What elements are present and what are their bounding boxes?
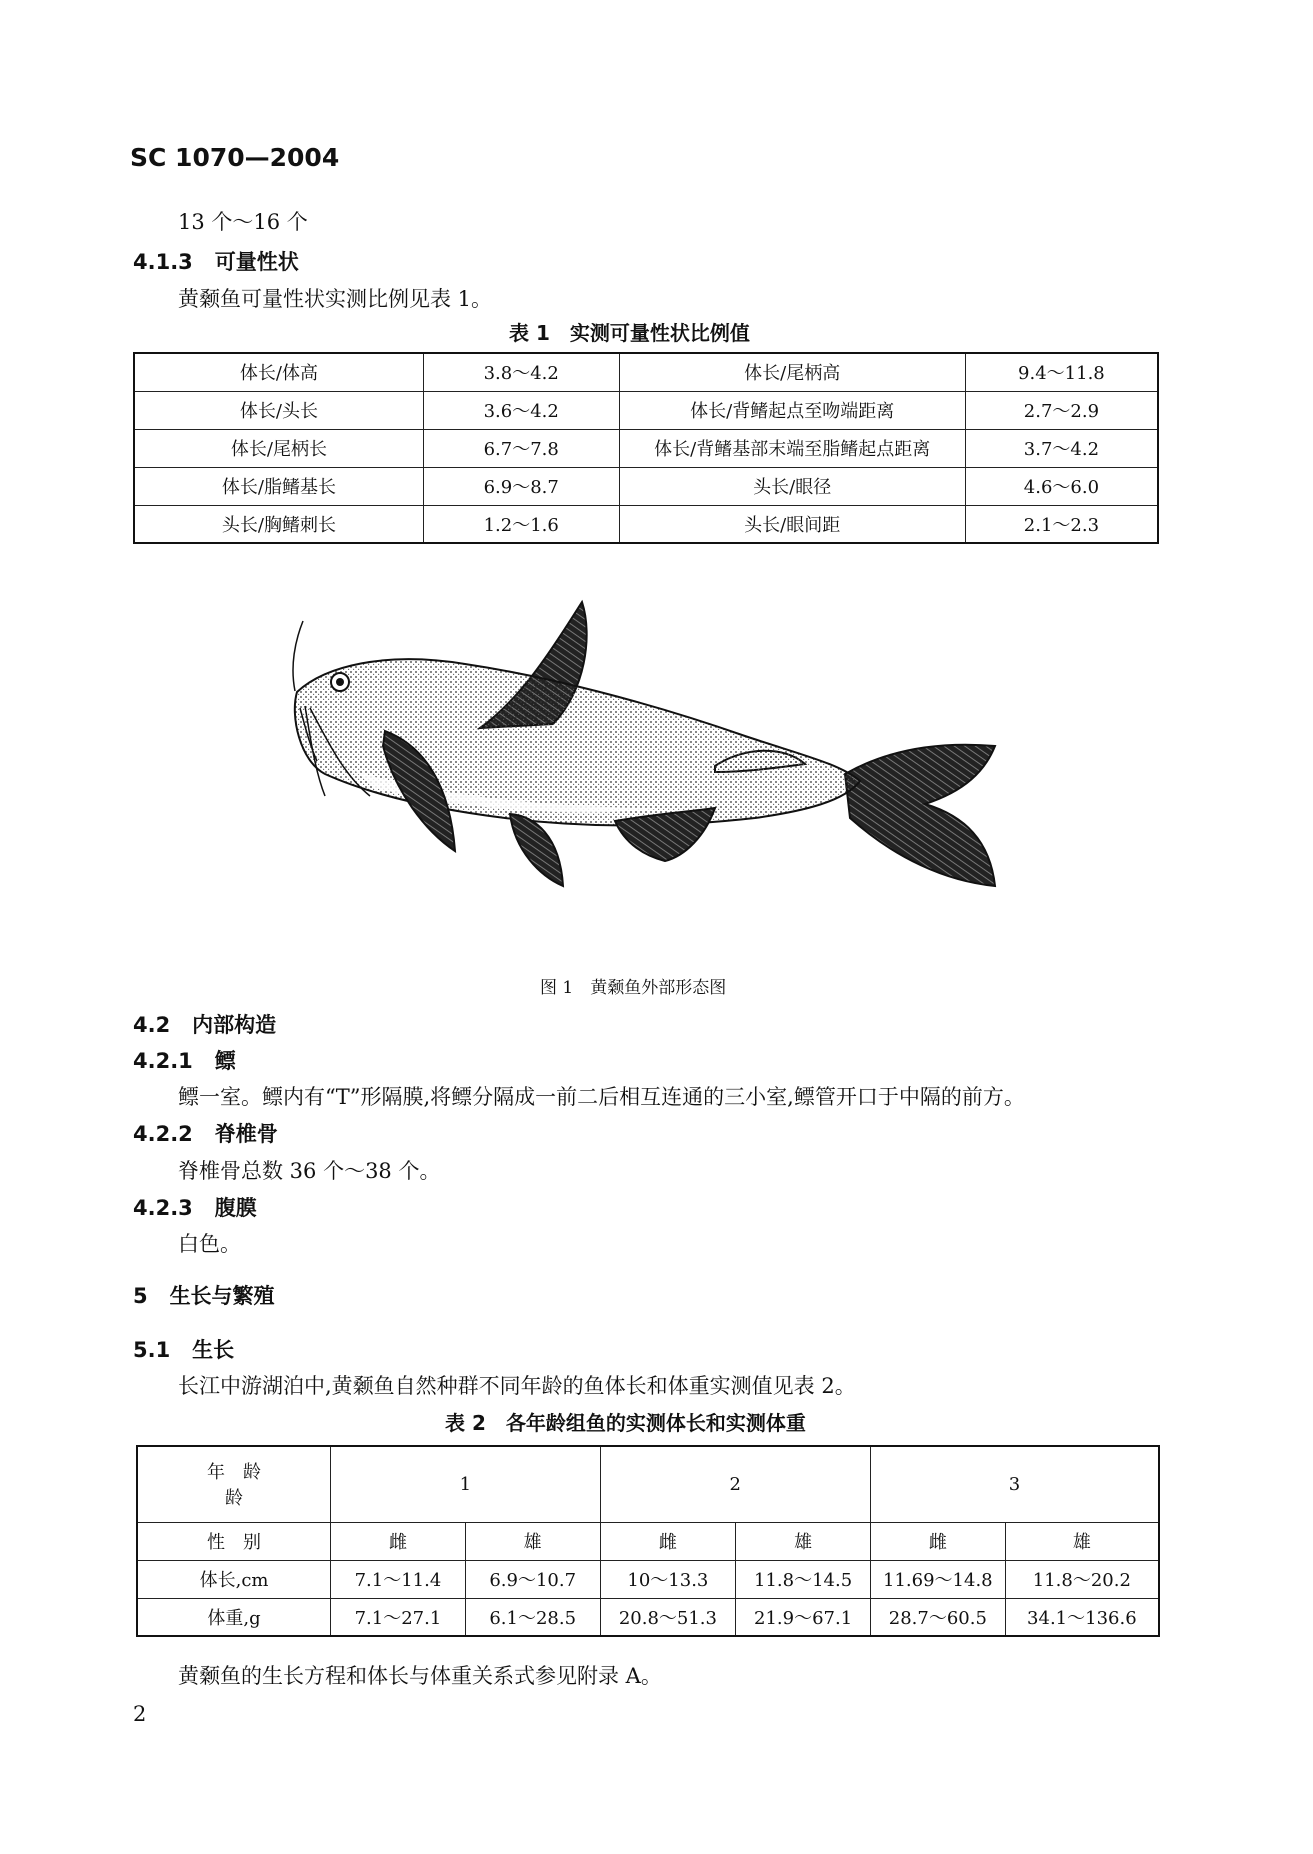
section-title: 腹膜 [214,1196,257,1220]
table2-cell: 28.7～60.5 [870,1598,1005,1636]
section-number: 5.1 [133,1338,171,1362]
table2-row-label: 体重,g [137,1598,331,1636]
section-number: 4.2 [133,1013,171,1037]
table2-row-label: 体长,cm [137,1560,331,1598]
table2-age-1: 1 [331,1446,600,1522]
table1 [133,352,1159,544]
table1-ratio-label: 体长/尾柄高 [619,353,965,391]
continuation-line: 13 个～16 个 [178,210,308,234]
table2-cell: 11.8～20.2 [1005,1560,1159,1598]
table2-sex-row [137,1522,1159,1560]
table1-row [134,467,1158,505]
table2 [136,1445,1160,1637]
table2-cell: 11.69～14.8 [870,1560,1005,1598]
table2-cell: 11.8～14.5 [736,1560,871,1598]
table2-row-label: 性 别 [137,1522,331,1560]
table1-ratio-value: 9.4～11.8 [965,353,1158,391]
section-4-2-2-heading [133,1118,278,1148]
table1-ratio-value: 6.7～7.8 [423,429,619,467]
section-4-2-2-text: 脊椎骨总数 36 个～38 个。 [178,1159,441,1183]
section-5-1-text: 长江中游湖泊中,黄颡鱼自然种群不同年龄的鱼体长和体重实测值见表 2。 [178,1374,856,1398]
section-number: 4.2.3 [133,1196,193,1220]
table1-ratio-label: 体长/背鳍起点至吻端距离 [619,391,965,429]
table1-caption: 表 1 实测可量性状比例值 [509,321,750,345]
section-number: 4.2.2 [133,1122,193,1146]
table1-ratio-label: 头长/胸鳍刺长 [134,505,423,543]
table1-ratio-label: 体长/头长 [134,391,423,429]
table1-ratio-value: 2.1～2.3 [965,505,1158,543]
page-number: 2 [133,1702,147,1726]
table1-ratio-label: 体长/背鳍基部末端至脂鳍起点距离 [619,429,965,467]
table2-cell: 10～13.3 [600,1560,736,1598]
table1-ratio-label: 体长/体高 [134,353,423,391]
table1-ratio-value: 1.2～1.6 [423,505,619,543]
table2-cell: 20.8～51.3 [600,1598,736,1636]
table1-row [134,429,1158,467]
table1-ratio-value: 2.7～2.9 [965,391,1158,429]
table2-corner-top: 年 龄 [207,1462,262,1484]
table2-cell: 7.1～11.4 [331,1560,466,1598]
table2-cell: 雄 [736,1522,871,1560]
section-number: 4.2.1 [133,1049,193,1073]
table1-ratio-value: 3.7～4.2 [965,429,1158,467]
table2-cell: 34.1～136.6 [1005,1598,1159,1636]
section-title: 生长 [192,1338,235,1362]
section-4-1-3-text: 黄颡鱼可量性状实测比例见表 1。 [178,287,493,311]
section-title: 生长与繁殖 [169,1284,275,1308]
section-4-2-3-heading [133,1192,257,1222]
table1-ratio-value: 4.6～6.0 [965,467,1158,505]
section-4-1-3-heading [133,246,299,276]
section-4-2-1-text: 鳔一室。鳔内有“T”形隔膜,将鳔分隔成一前二后相互连通的三小室,鳔管开口于中隔的前方。 [178,1085,1025,1109]
table1-ratio-value: 3.6～4.2 [423,391,619,429]
section-title: 可量性状 [214,250,299,274]
table2-cell: 雄 [465,1522,600,1560]
fish-illustration-icon [285,596,1005,951]
section-4-2-heading [133,1009,276,1039]
section-4-2-1-heading [133,1045,236,1075]
table2-age-3: 3 [870,1446,1159,1522]
table1-row [134,353,1158,391]
section-title: 内部构造 [192,1013,277,1037]
table1-row [134,391,1158,429]
table2-cell: 雄 [1005,1522,1159,1560]
closing-text: 黄颡鱼的生长方程和体长与体重关系式参见附录 A。 [178,1664,662,1688]
table2-length-row [137,1560,1159,1598]
table2-cell: 雌 [331,1522,466,1560]
table2-cell: 21.9～67.1 [736,1598,871,1636]
table2-age-2: 2 [600,1446,870,1522]
figure1-caption: 图 1 黄颡鱼外部形态图 [540,978,727,998]
table2-corner-bottom: 龄 [225,1488,244,1510]
section-5-heading [133,1280,275,1310]
table2-cell: 6.9～10.7 [465,1560,600,1598]
table1-ratio-label: 头长/眼间距 [619,505,965,543]
table2-cell: 雌 [600,1522,736,1560]
table1-ratio-value: 6.9～8.7 [423,467,619,505]
table2-caption: 表 2 各年龄组鱼的实测体长和实测体重 [445,1411,806,1435]
section-number: 4.1.3 [133,250,193,274]
section-number: 5 [133,1284,148,1308]
section-title: 鳔 [214,1049,236,1073]
table1-ratio-value: 3.8～4.2 [423,353,619,391]
section-title: 脊椎骨 [214,1122,278,1146]
section-4-2-3-text: 白色。 [178,1232,241,1256]
table1-ratio-label: 头长/眼径 [619,467,965,505]
table1-row [134,505,1158,543]
table2-corner-cell [137,1446,331,1522]
document-code: SC 1070—2004 [130,143,340,172]
table2-cell: 雌 [870,1522,1005,1560]
table2-weight-row [137,1598,1159,1636]
table1-ratio-label: 体长/脂鳍基长 [134,467,423,505]
table1-ratio-label: 体长/尾柄长 [134,429,423,467]
section-5-1-heading [133,1334,234,1364]
table2-cell: 6.1～28.5 [465,1598,600,1636]
table2-cell: 7.1～27.1 [331,1598,466,1636]
